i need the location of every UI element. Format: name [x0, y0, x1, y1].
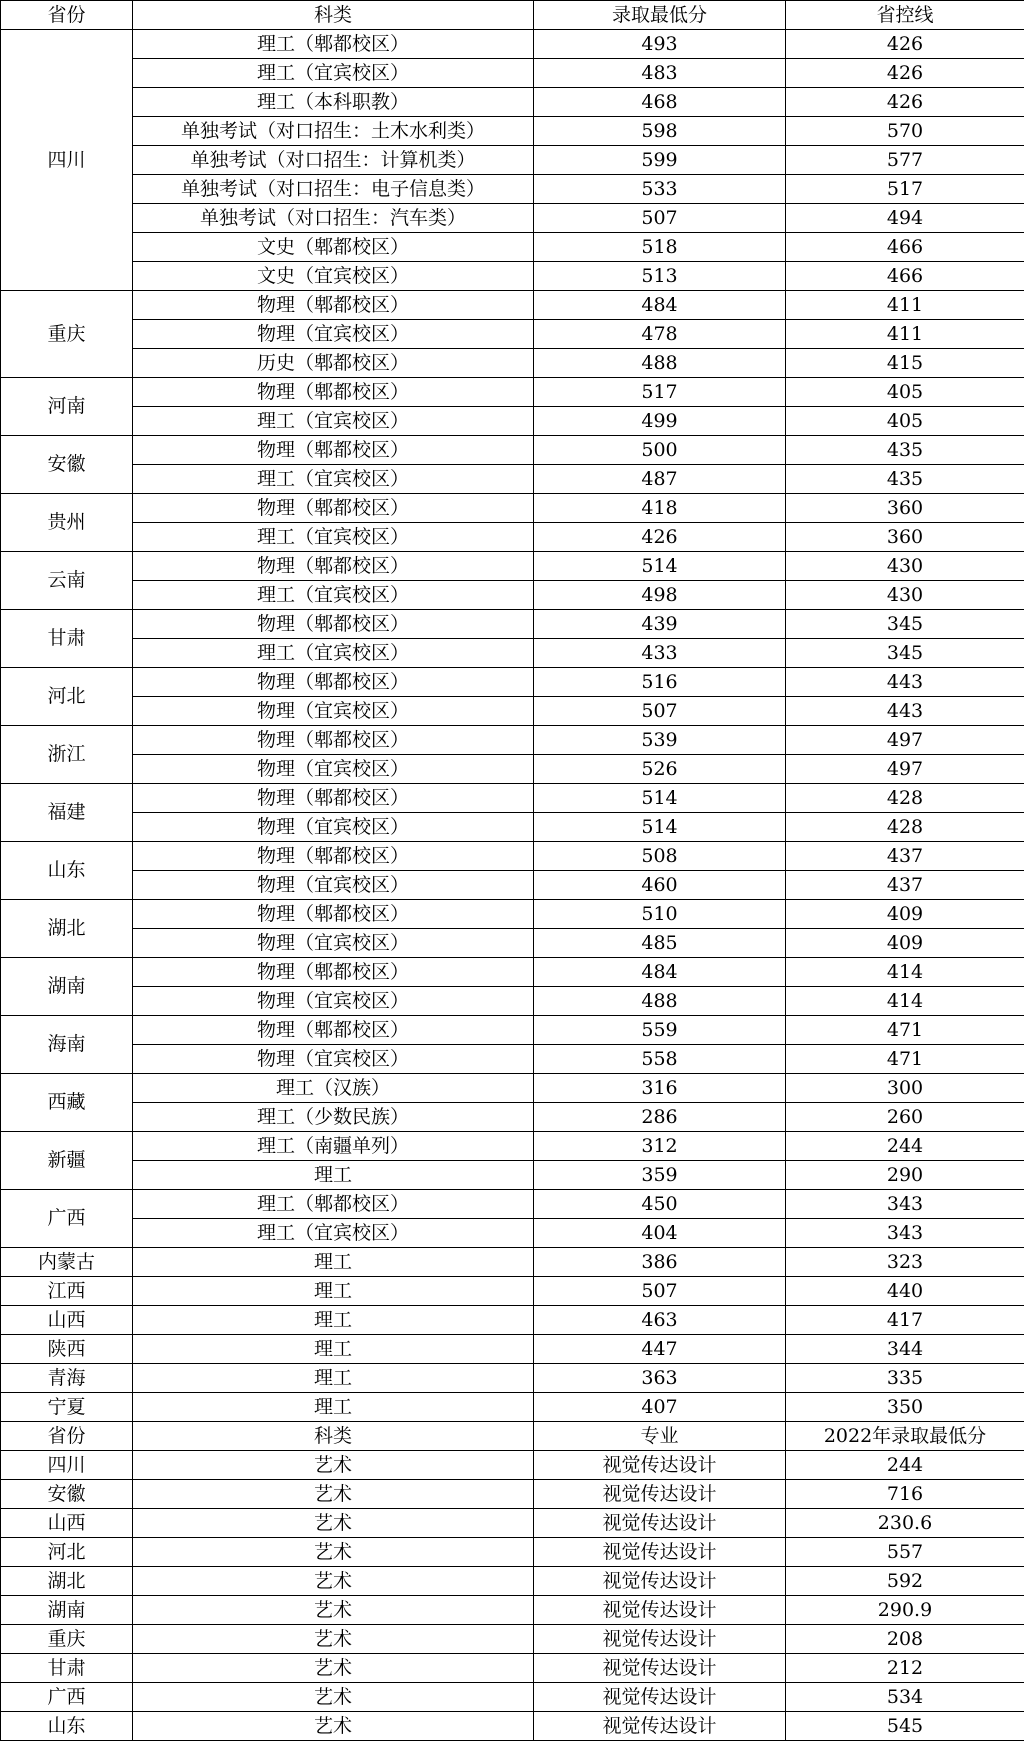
control-line-cell: 430 — [786, 581, 1024, 610]
table-row — [1, 320, 1024, 349]
category-cell: 艺术 — [133, 1451, 534, 1480]
province-cell: 广西 — [1, 1190, 133, 1248]
min-score-cell: 513 — [534, 262, 786, 291]
min-score-2022-cell: 557 — [786, 1538, 1024, 1567]
control-line-cell: 350 — [786, 1393, 1024, 1422]
control-line-cell: 360 — [786, 523, 1024, 552]
control-line-cell: 343 — [786, 1219, 1024, 1248]
category-cell: 艺术 — [133, 1509, 534, 1538]
major-cell: 视觉传达设计 — [534, 1538, 786, 1567]
min-score-cell: 539 — [534, 726, 786, 755]
table-row — [1, 1016, 1024, 1045]
major-cell: 视觉传达设计 — [534, 1509, 786, 1538]
table-row — [1, 1219, 1024, 1248]
province-cell: 贵州 — [1, 494, 133, 552]
province-cell: 江西 — [1, 1277, 133, 1306]
header-category: 科类 — [133, 1, 534, 30]
min-score-cell: 514 — [534, 784, 786, 813]
table-row — [1, 871, 1024, 900]
control-line-cell: 409 — [786, 929, 1024, 958]
table-row — [1, 668, 1024, 697]
category-cell: 理工 — [133, 1306, 534, 1335]
art-table-row — [1, 1451, 1024, 1480]
control-line-cell: 409 — [786, 900, 1024, 929]
category-cell: 物理（郫都校区） — [133, 291, 534, 320]
major-cell: 视觉传达设计 — [534, 1654, 786, 1683]
table-header-row — [1, 1, 1024, 30]
major-cell: 视觉传达设计 — [534, 1625, 786, 1654]
min-score-cell: 507 — [534, 204, 786, 233]
province-cell: 河北 — [1, 1538, 133, 1567]
control-line-cell: 471 — [786, 1045, 1024, 1074]
province-cell: 安徽 — [1, 436, 133, 494]
table-row — [1, 1103, 1024, 1132]
table-row — [1, 784, 1024, 813]
art-table-row — [1, 1509, 1024, 1538]
table-row — [1, 523, 1024, 552]
category-cell: 单独考试（对口招生：电子信息类） — [133, 175, 534, 204]
art-table-row — [1, 1712, 1024, 1741]
table-row — [1, 1277, 1024, 1306]
control-line-cell: 437 — [786, 871, 1024, 900]
art-table-row — [1, 1596, 1024, 1625]
province-cell: 四川 — [1, 30, 133, 291]
table-row — [1, 262, 1024, 291]
min-score-cell: 516 — [534, 668, 786, 697]
control-line-cell: 471 — [786, 1016, 1024, 1045]
major-cell: 视觉传达设计 — [534, 1683, 786, 1712]
table-row — [1, 697, 1024, 726]
min-score-cell: 439 — [534, 610, 786, 639]
min-score-2022-cell: 290.9 — [786, 1596, 1024, 1625]
category-cell: 艺术 — [133, 1683, 534, 1712]
province-cell: 广西 — [1, 1683, 133, 1712]
category-cell: 物理（郫都校区） — [133, 494, 534, 523]
table-row — [1, 1190, 1024, 1219]
province-cell: 湖南 — [1, 958, 133, 1016]
control-line-cell: 411 — [786, 320, 1024, 349]
art-table-row — [1, 1538, 1024, 1567]
min-score-cell: 599 — [534, 146, 786, 175]
control-line-cell: 345 — [786, 610, 1024, 639]
table-row — [1, 987, 1024, 1016]
category-cell: 理工（汉族） — [133, 1074, 534, 1103]
category-cell: 物理（郫都校区） — [133, 900, 534, 929]
province-cell: 内蒙古 — [1, 1248, 133, 1277]
art-table-row — [1, 1654, 1024, 1683]
category-cell: 理工（宜宾校区） — [133, 523, 534, 552]
min-score-2022-cell: 592 — [786, 1567, 1024, 1596]
province-cell: 浙江 — [1, 726, 133, 784]
min-score-cell: 488 — [534, 349, 786, 378]
province-cell: 山东 — [1, 842, 133, 900]
category-cell: 物理（宜宾校区） — [133, 987, 534, 1016]
control-line-cell: 440 — [786, 1277, 1024, 1306]
control-line-cell: 426 — [786, 30, 1024, 59]
art-header-min-score-2022: 2022年录取最低分 — [786, 1422, 1024, 1451]
min-score-2022-cell: 244 — [786, 1451, 1024, 1480]
min-score-cell: 433 — [534, 639, 786, 668]
table-row — [1, 1161, 1024, 1190]
major-cell: 视觉传达设计 — [534, 1451, 786, 1480]
category-cell: 理工 — [133, 1248, 534, 1277]
min-score-cell: 508 — [534, 842, 786, 871]
category-cell: 理工（宜宾校区） — [133, 59, 534, 88]
min-score-cell: 533 — [534, 175, 786, 204]
table-row — [1, 929, 1024, 958]
category-cell: 理工（本科职教） — [133, 88, 534, 117]
min-score-cell: 460 — [534, 871, 786, 900]
province-cell: 湖北 — [1, 1567, 133, 1596]
category-cell: 艺术 — [133, 1625, 534, 1654]
header-min-score: 录取最低分 — [534, 1, 786, 30]
control-line-cell: 290 — [786, 1161, 1024, 1190]
min-score-cell: 478 — [534, 320, 786, 349]
min-score-cell: 363 — [534, 1364, 786, 1393]
control-line-cell: 405 — [786, 378, 1024, 407]
min-score-2022-cell: 212 — [786, 1654, 1024, 1683]
control-line-cell: 430 — [786, 552, 1024, 581]
min-score-cell: 450 — [534, 1190, 786, 1219]
category-cell: 物理（郫都校区） — [133, 726, 534, 755]
table-row — [1, 1248, 1024, 1277]
control-line-cell: 405 — [786, 407, 1024, 436]
min-score-cell: 286 — [534, 1103, 786, 1132]
control-line-cell: 466 — [786, 262, 1024, 291]
category-cell: 理工 — [133, 1335, 534, 1364]
control-line-cell: 360 — [786, 494, 1024, 523]
control-line-cell: 570 — [786, 117, 1024, 146]
category-cell: 物理（郫都校区） — [133, 784, 534, 813]
table-row — [1, 291, 1024, 320]
table-row — [1, 842, 1024, 871]
category-cell: 艺术 — [133, 1480, 534, 1509]
province-cell: 重庆 — [1, 1625, 133, 1654]
control-line-cell: 437 — [786, 842, 1024, 871]
category-cell: 物理（宜宾校区） — [133, 929, 534, 958]
min-score-cell: 487 — [534, 465, 786, 494]
table-row — [1, 900, 1024, 929]
control-line-cell: 414 — [786, 987, 1024, 1016]
min-score-cell: 510 — [534, 900, 786, 929]
control-line-cell: 345 — [786, 639, 1024, 668]
control-line-cell: 426 — [786, 88, 1024, 117]
category-cell: 理工（宜宾校区） — [133, 581, 534, 610]
min-score-cell: 499 — [534, 407, 786, 436]
min-score-cell: 514 — [534, 813, 786, 842]
category-cell: 艺术 — [133, 1538, 534, 1567]
control-line-cell: 414 — [786, 958, 1024, 987]
category-cell: 理工（宜宾校区） — [133, 1219, 534, 1248]
min-score-cell: 498 — [534, 581, 786, 610]
min-score-cell: 484 — [534, 958, 786, 987]
category-cell: 物理（郫都校区） — [133, 1016, 534, 1045]
table-row — [1, 88, 1024, 117]
control-line-cell: 497 — [786, 755, 1024, 784]
category-cell: 文史（宜宾校区） — [133, 262, 534, 291]
min-score-cell: 598 — [534, 117, 786, 146]
control-line-cell: 300 — [786, 1074, 1024, 1103]
table-row — [1, 30, 1024, 59]
control-line-cell: 517 — [786, 175, 1024, 204]
table-row — [1, 465, 1024, 494]
province-cell: 新疆 — [1, 1132, 133, 1190]
control-line-cell: 435 — [786, 465, 1024, 494]
art-header-province: 省份 — [1, 1422, 133, 1451]
province-cell: 甘肃 — [1, 610, 133, 668]
control-line-cell: 435 — [786, 436, 1024, 465]
province-cell: 山西 — [1, 1306, 133, 1335]
table-row — [1, 813, 1024, 842]
min-score-cell: 463 — [534, 1306, 786, 1335]
min-score-cell: 500 — [534, 436, 786, 465]
art-table-row — [1, 1567, 1024, 1596]
province-cell: 宁夏 — [1, 1393, 133, 1422]
province-cell: 重庆 — [1, 291, 133, 378]
control-line-cell: 344 — [786, 1335, 1024, 1364]
category-cell: 理工 — [133, 1161, 534, 1190]
art-table-row — [1, 1480, 1024, 1509]
control-line-cell: 428 — [786, 784, 1024, 813]
control-line-cell: 426 — [786, 59, 1024, 88]
major-cell: 视觉传达设计 — [534, 1712, 786, 1741]
control-line-cell: 411 — [786, 291, 1024, 320]
control-line-cell: 323 — [786, 1248, 1024, 1277]
province-cell: 四川 — [1, 1451, 133, 1480]
control-line-cell: 244 — [786, 1132, 1024, 1161]
province-cell: 湖南 — [1, 1596, 133, 1625]
category-cell: 物理（郫都校区） — [133, 842, 534, 871]
min-score-cell: 447 — [534, 1335, 786, 1364]
table-row — [1, 146, 1024, 175]
category-cell: 物理（宜宾校区） — [133, 320, 534, 349]
table-row — [1, 494, 1024, 523]
table-row — [1, 407, 1024, 436]
category-cell: 文史（郫都校区） — [133, 233, 534, 262]
art-table-row — [1, 1683, 1024, 1712]
category-cell: 理工（少数民族） — [133, 1103, 534, 1132]
header-control-line: 省控线 — [786, 1, 1024, 30]
province-cell: 西藏 — [1, 1074, 133, 1132]
min-score-cell: 418 — [534, 494, 786, 523]
province-cell: 山东 — [1, 1712, 133, 1741]
category-cell: 物理（郫都校区） — [133, 436, 534, 465]
table-row — [1, 1132, 1024, 1161]
table-row — [1, 581, 1024, 610]
min-score-cell: 426 — [534, 523, 786, 552]
table-row — [1, 1074, 1024, 1103]
min-score-cell: 312 — [534, 1132, 786, 1161]
table-row — [1, 958, 1024, 987]
table-row — [1, 610, 1024, 639]
category-cell: 理工 — [133, 1277, 534, 1306]
control-line-cell: 466 — [786, 233, 1024, 262]
category-cell: 艺术 — [133, 1654, 534, 1683]
min-score-cell: 558 — [534, 1045, 786, 1074]
category-cell: 理工（南疆单列） — [133, 1132, 534, 1161]
control-line-cell: 497 — [786, 726, 1024, 755]
art-table-row — [1, 1625, 1024, 1654]
category-cell: 物理（郫都校区） — [133, 378, 534, 407]
province-cell: 山西 — [1, 1509, 133, 1538]
control-line-cell: 428 — [786, 813, 1024, 842]
province-cell: 海南 — [1, 1016, 133, 1074]
table-row — [1, 1364, 1024, 1393]
table-row — [1, 59, 1024, 88]
category-cell: 物理（宜宾校区） — [133, 813, 534, 842]
province-cell: 安徽 — [1, 1480, 133, 1509]
control-line-cell: 443 — [786, 697, 1024, 726]
province-cell: 河南 — [1, 378, 133, 436]
province-cell: 河北 — [1, 668, 133, 726]
min-score-cell: 518 — [534, 233, 786, 262]
art-table-header-row — [1, 1422, 1024, 1451]
art-header-major: 专业 — [534, 1422, 786, 1451]
min-score-cell: 484 — [534, 291, 786, 320]
category-cell: 艺术 — [133, 1712, 534, 1741]
table-row — [1, 117, 1024, 146]
province-cell: 湖北 — [1, 900, 133, 958]
min-score-cell: 526 — [534, 755, 786, 784]
table-row — [1, 175, 1024, 204]
min-score-cell: 488 — [534, 987, 786, 1016]
category-cell: 理工（宜宾校区） — [133, 465, 534, 494]
category-cell: 物理（郫都校区） — [133, 610, 534, 639]
category-cell: 物理（郫都校区） — [133, 668, 534, 697]
table-row — [1, 726, 1024, 755]
table-row — [1, 349, 1024, 378]
category-cell: 理工 — [133, 1364, 534, 1393]
art-header-category: 科类 — [133, 1422, 534, 1451]
province-cell: 甘肃 — [1, 1654, 133, 1683]
min-score-2022-cell: 230.6 — [786, 1509, 1024, 1538]
category-cell: 物理（郫都校区） — [133, 552, 534, 581]
category-cell: 物理（宜宾校区） — [133, 697, 534, 726]
min-score-cell: 507 — [534, 697, 786, 726]
province-cell: 福建 — [1, 784, 133, 842]
score-table-body — [1, 1, 1024, 1741]
category-cell: 物理（郫都校区） — [133, 958, 534, 987]
major-cell: 视觉传达设计 — [534, 1567, 786, 1596]
min-score-cell: 493 — [534, 30, 786, 59]
control-line-cell: 335 — [786, 1364, 1024, 1393]
province-cell: 青海 — [1, 1364, 133, 1393]
table-row — [1, 1045, 1024, 1074]
category-cell: 艺术 — [133, 1596, 534, 1625]
category-cell: 单独考试（对口招生：计算机类） — [133, 146, 534, 175]
table-row — [1, 1335, 1024, 1364]
min-score-cell: 386 — [534, 1248, 786, 1277]
min-score-cell: 507 — [534, 1277, 786, 1306]
control-line-cell: 260 — [786, 1103, 1024, 1132]
category-cell: 艺术 — [133, 1567, 534, 1596]
control-line-cell: 343 — [786, 1190, 1024, 1219]
min-score-2022-cell: 545 — [786, 1712, 1024, 1741]
min-score-cell: 407 — [534, 1393, 786, 1422]
min-score-2022-cell: 208 — [786, 1625, 1024, 1654]
min-score-2022-cell: 534 — [786, 1683, 1024, 1712]
min-score-cell: 559 — [534, 1016, 786, 1045]
category-cell: 理工 — [133, 1393, 534, 1422]
table-row — [1, 1306, 1024, 1335]
control-line-cell: 494 — [786, 204, 1024, 233]
table-row — [1, 436, 1024, 465]
category-cell: 物理（宜宾校区） — [133, 871, 534, 900]
control-line-cell: 443 — [786, 668, 1024, 697]
table-row — [1, 639, 1024, 668]
min-score-cell: 483 — [534, 59, 786, 88]
category-cell: 理工（宜宾校区） — [133, 407, 534, 436]
category-cell: 物理（宜宾校区） — [133, 1045, 534, 1074]
min-score-2022-cell: 716 — [786, 1480, 1024, 1509]
min-score-cell: 517 — [534, 378, 786, 407]
min-score-cell: 468 — [534, 88, 786, 117]
min-score-cell: 316 — [534, 1074, 786, 1103]
min-score-cell: 514 — [534, 552, 786, 581]
header-province: 省份 — [1, 1, 133, 30]
control-line-cell: 577 — [786, 146, 1024, 175]
table-row — [1, 378, 1024, 407]
min-score-cell: 359 — [534, 1161, 786, 1190]
category-cell: 理工（郫都校区） — [133, 30, 534, 59]
province-cell: 云南 — [1, 552, 133, 610]
table-row — [1, 1393, 1024, 1422]
category-cell: 理工（宜宾校区） — [133, 639, 534, 668]
category-cell: 理工（郫都校区） — [133, 1190, 534, 1219]
min-score-cell: 485 — [534, 929, 786, 958]
major-cell: 视觉传达设计 — [534, 1596, 786, 1625]
control-line-cell: 417 — [786, 1306, 1024, 1335]
category-cell: 历史（郫都校区） — [133, 349, 534, 378]
table-row — [1, 233, 1024, 262]
category-cell: 单独考试（对口招生：土木水利类） — [133, 117, 534, 146]
table-row — [1, 552, 1024, 581]
table-row — [1, 204, 1024, 233]
category-cell: 单独考试（对口招生：汽车类） — [133, 204, 534, 233]
category-cell: 物理（宜宾校区） — [133, 755, 534, 784]
table-row — [1, 755, 1024, 784]
control-line-cell: 415 — [786, 349, 1024, 378]
province-cell: 陕西 — [1, 1335, 133, 1364]
major-cell: 视觉传达设计 — [534, 1480, 786, 1509]
min-score-cell: 404 — [534, 1219, 786, 1248]
